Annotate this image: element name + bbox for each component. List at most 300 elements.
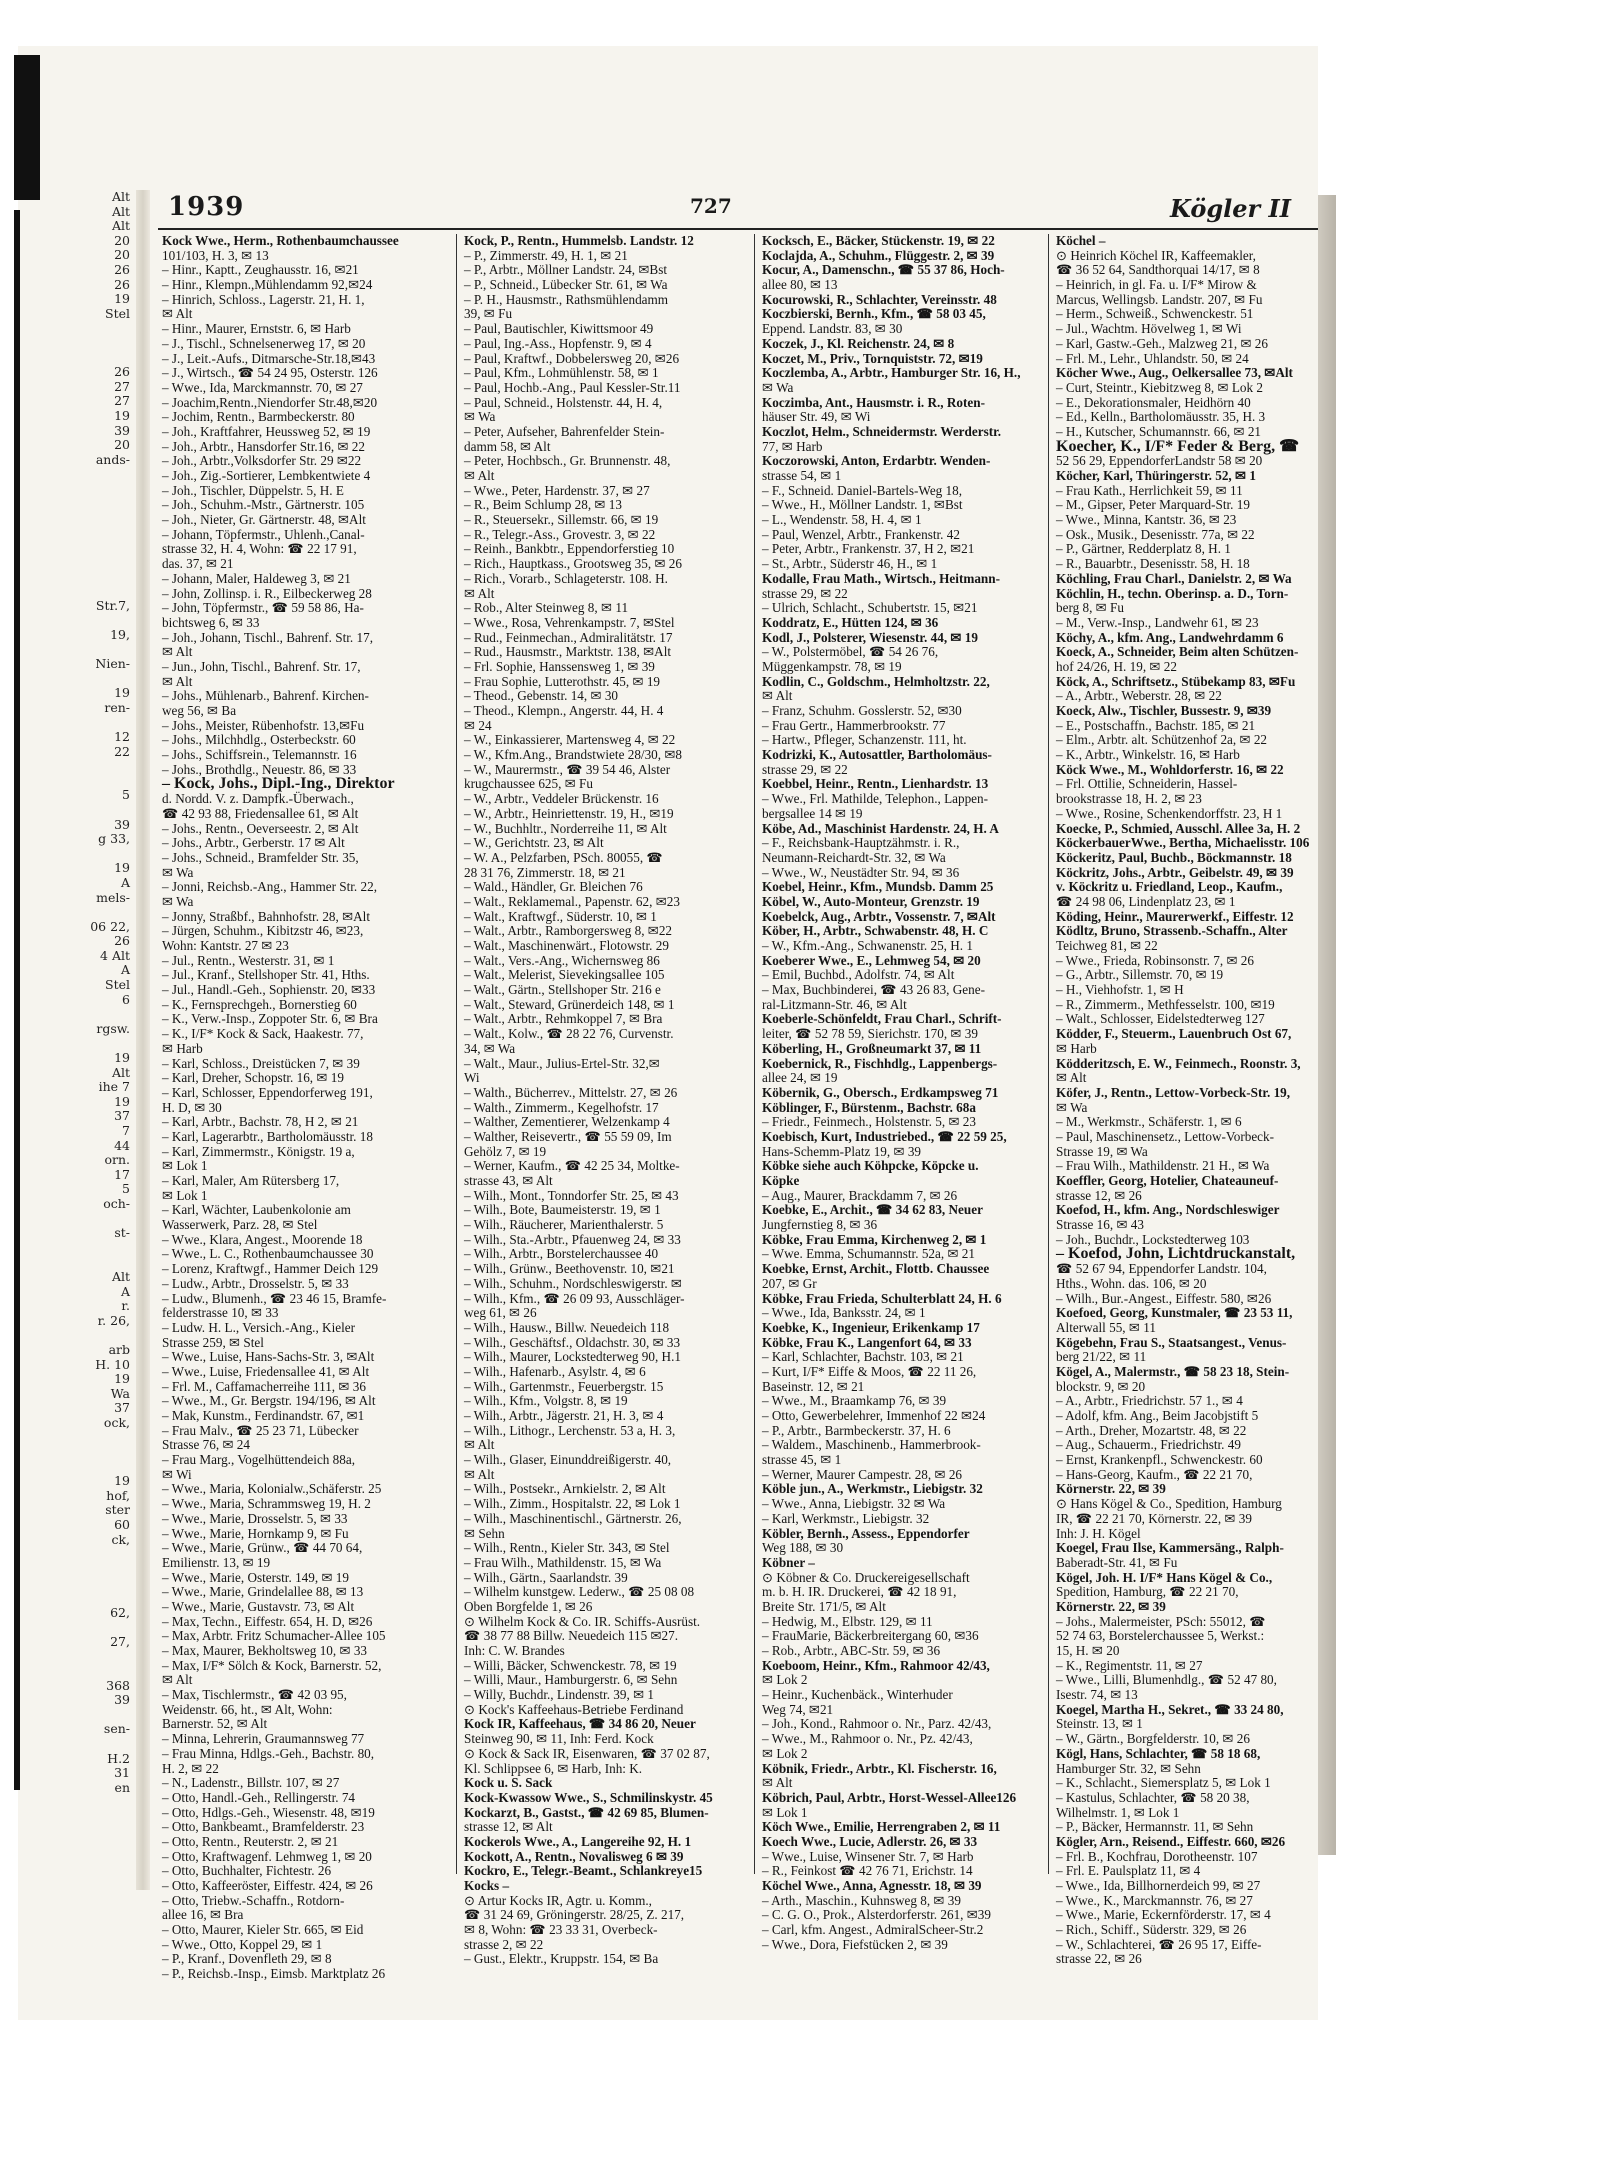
directory-entry-line: – Karl, Maler, Am Rütersberg 17, bbox=[162, 1173, 340, 1188]
directory-entry-line: – Hinr., Maurer, Ernststr. 6, ✉ Harb bbox=[162, 321, 351, 337]
directory-entry-line: – C. G. O., Prok., Alsterdorferstr. 261, ✉39 bbox=[762, 1907, 991, 1923]
directory-entry-line: – Otto, Bankbeamt., Bramfelderstr. 23 bbox=[162, 1819, 365, 1835]
prev-page-line: Stel bbox=[105, 977, 130, 993]
directory-entry-line: Köbnik, Friedr., Arbtr., Kl. Fischerstr. 16, bbox=[762, 1760, 997, 1776]
directory-entry-line: – Wwe., K., Marckmannstr. 76, ✉ 27 bbox=[1056, 1892, 1253, 1908]
header-page-number: 727 bbox=[690, 194, 732, 218]
directory-entry-line: Kockott, A., Rentn., Novalisweg 6 ✉ 39 bbox=[464, 1848, 684, 1864]
directory-entry-line: – Wwe., Dora, Fiefstücken 2, ✉ 39 bbox=[762, 1936, 948, 1952]
directory-entry-line: krugchaussee 625, ✉ Fu bbox=[464, 776, 593, 792]
directory-entry-line: Koebke, Ernst, Archit., Flottb. Chaussee bbox=[762, 1261, 990, 1277]
prev-page-line bbox=[26, 1007, 136, 1022]
directory-entry-line: Kock, P., Rentn., Hummelsb. Landstr. 12 bbox=[464, 233, 694, 248]
prev-page-line bbox=[26, 1737, 136, 1752]
directory-entry-line: – Rich., Schiff., Süderstr. 329, ✉ 26 bbox=[1056, 1922, 1247, 1938]
directory-entry-line: Spedition, Hamburg, ☎ 22 21 70, bbox=[1056, 1584, 1239, 1600]
prev-page-line: 4 Alt bbox=[100, 947, 130, 963]
directory-entry-line: Koczlot, Helm., Schneidermstr. Werderstr. bbox=[762, 423, 1002, 439]
directory-entry-line: Köckritz, Johs., Arbtr., Geibelstr. 49, ✉ 39 bbox=[1056, 864, 1294, 880]
directory-entry-line: Köchel – bbox=[1056, 233, 1106, 248]
directory-entry-line: – Wilh., Geschäftsf., Oldachstr. 30, ✉ 33 bbox=[464, 1334, 681, 1350]
directory-entry-line: – Wwe., Marie, Eckernförderstr. 17, ✉ 4 bbox=[1056, 1907, 1271, 1923]
directory-entry-line: ☎ 52 67 94, Eppendorfer Landstr. 104, bbox=[1056, 1261, 1267, 1277]
directory-entry-line: – Hedwig, M., Elbstr. 129, ✉ 11 bbox=[762, 1613, 933, 1629]
directory-entry-line: Köck Wwe., M., Wohldorferstr. 16, ✉ 22 bbox=[1056, 761, 1284, 777]
prev-page-line: Alt bbox=[111, 1064, 130, 1080]
directory-entry-line: ✉ Harb bbox=[162, 1040, 203, 1056]
prev-page-line: 26 bbox=[114, 364, 130, 380]
directory-entry-line: – P., Reichsb.-Insp., Eimsb. Marktplatz 26 bbox=[162, 1966, 386, 1982]
directory-entry-line: – W., Kfm.-Ang., Schwanenstr. 25, H. 1 bbox=[762, 938, 973, 953]
directory-entry-line: Wilhelmstr. 1, ✉ Lok 1 bbox=[1056, 1804, 1180, 1820]
prev-page-line: och- bbox=[103, 1195, 130, 1211]
directory-entry-line: Köcher, Karl, Thüringerstr. 52, ✉ 1 bbox=[1056, 468, 1256, 483]
directory-entry-line: – Joh., Schuhm.-Mstr., Gärtnerstr. 105 bbox=[162, 497, 365, 513]
directory-entry-line: – John, Töpfermstr., ☎ 59 58 86, Ha- bbox=[162, 600, 364, 616]
directory-entry-line: Köding, Heinr., Maurerwerkf., Eiffestr. 12 bbox=[1056, 908, 1294, 924]
prev-page-line: 6 bbox=[122, 991, 130, 1007]
directory-entry-line: Strasse 16, ✉ 43 bbox=[1056, 1217, 1144, 1233]
directory-entry-line: – Wilh., Mont., Tonndorfer Str. 25, ✉ 43 bbox=[464, 1187, 679, 1203]
directory-entry-line: – Joh., Zig.-Sortierer, Lembkentwiete 4 bbox=[162, 468, 371, 483]
prev-page-line: Stel bbox=[105, 305, 130, 321]
directory-entry-line: – Walt., Vers.-Ang., Wichernsweg 86 bbox=[464, 952, 660, 968]
directory-entry-line: – Ed., Kelln., Bartholomäusstr. 35, H. 3 bbox=[1056, 409, 1266, 425]
column-divider bbox=[456, 234, 457, 1874]
prev-page-line: 20 bbox=[114, 437, 130, 453]
directory-entry-line: – R., Steuersekr., Sillemstr. 66, ✉ 19 bbox=[464, 512, 659, 528]
directory-entry-line: Hans-Schemm-Platz 19, ✉ 39 bbox=[762, 1143, 922, 1159]
prev-page-line bbox=[26, 467, 136, 482]
directory-entry-line: – L., Wendenstr. 58, H. 4, ✉ 1 bbox=[762, 512, 922, 528]
prev-page-line bbox=[26, 1212, 136, 1227]
prev-page-line bbox=[26, 1241, 136, 1256]
directory-entry-line: Köbler, Bernh., Assess., Eppendorfer bbox=[762, 1525, 970, 1541]
directory-entry-line: – Wilh., Gartenmstr., Feuerbergstr. 15 bbox=[464, 1378, 664, 1394]
directory-entry-line: – Walther, Zementierer, Welzenkamp 4 bbox=[464, 1114, 670, 1130]
directory-entry-line: Baberadt-Str. 41, ✉ Fu bbox=[1056, 1554, 1178, 1570]
directory-entry-line: bergsallee 14 ✉ 19 bbox=[762, 805, 863, 821]
directory-entry-line: H. D, ✉ 30 bbox=[162, 1099, 222, 1115]
prev-page-line: orn. bbox=[104, 1152, 130, 1168]
directory-entry-line: – E., Dekorationsmaler, Heidhörn 40 bbox=[1056, 394, 1251, 410]
directory-entry-line: Koegel, Martha H., Sekret., ☎ 33 24 80, bbox=[1056, 1701, 1284, 1717]
directory-entry-line: Kodlin, C., Goldschm., Helmholtzstr. 22, bbox=[762, 673, 990, 689]
directory-entry-line: ✉ Wi bbox=[162, 1466, 192, 1482]
directory-entry-line: Kock u. S. Sack bbox=[464, 1775, 553, 1791]
directory-entry-line: – St., Arbtr., Süderstr 46, H., ✉ 1 bbox=[762, 556, 938, 572]
directory-entry-line: ☎ 24 98 06, Lindenplatz 23, ✉ 1 bbox=[1056, 893, 1236, 909]
directory-entry-line: – Karl, Lagerarbtr., Bartholomäusstr. 18 bbox=[162, 1128, 373, 1144]
directory-entry-line: – Peter, Arbtr., Frankenstr. 37, H 2, ✉21 bbox=[762, 541, 975, 557]
directory-entry-line: – W., Gerichtstr. 23, ✉ Alt bbox=[464, 835, 604, 851]
directory-entry-line: ✉ 8, Wohn: ☎ 23 33 31, Overbeck- bbox=[464, 1922, 658, 1938]
directory-entry-line: KöckerbauerWwe., Bertha, Michaelisstr. 106 bbox=[1056, 835, 1310, 851]
directory-entry-line: – Wilh., Räucherer, Marienthalerstr. 5 bbox=[464, 1217, 664, 1233]
directory-entry-line: – E., Postschaffn., Bachstr. 185, ✉ 21 bbox=[1056, 717, 1256, 733]
directory-entry-line: brookstrasse 18, H. 2, ✉ 23 bbox=[1056, 791, 1202, 807]
directory-entry-line: – Jul., Kranf., Stellshoper Str. 41, Hths. bbox=[162, 967, 370, 983]
directory-entry-line: – Frl. B., Kochfrau, Dorotheenstr. 107 bbox=[1056, 1848, 1258, 1864]
directory-entry-line: Köck, A., Schriftsetz., Stübekamp 83, ✉Fu bbox=[1056, 673, 1296, 689]
directory-entry-line: – Willy, Buchdr., Lindenstr. 39, ✉ 1 bbox=[464, 1687, 655, 1703]
directory-entry-line: Koech Wwe., Lucie, Adlerstr. 26, ✉ 33 bbox=[762, 1833, 978, 1849]
directory-entry-line: Teichweg 81, ✉ 22 bbox=[1056, 938, 1158, 953]
prev-page-line bbox=[26, 1576, 136, 1591]
directory-entry-line: Neumann-Reichardt-Str. 32, ✉ Wa bbox=[762, 849, 946, 865]
directory-entry-line: Eppend. Landstr. 83, ✉ 30 bbox=[762, 321, 903, 337]
directory-entry-line: Oben Borgfelde 1, ✉ 26 bbox=[464, 1598, 593, 1614]
directory-entry-line: Barnerstr. 52, ✉ Alt bbox=[162, 1716, 268, 1732]
prev-page-line: A bbox=[120, 1283, 130, 1299]
directory-entry-line: Marcus, Wellingsb. Landstr. 207, ✉ Fu bbox=[1056, 291, 1263, 307]
directory-entry-line: – Jul., Handl.-Geh., Sophienstr. 20, ✉33 bbox=[162, 982, 376, 998]
directory-entry-line: – Otto, Handl.-Geh., Rellingerstr. 74 bbox=[162, 1789, 356, 1805]
directory-entry-line: – K., Fernsprechgeh., Bornerstieg 60 bbox=[162, 996, 357, 1012]
directory-entry-line: Köbernik, G., Obersch., Erdkampsweg 71 bbox=[762, 1084, 999, 1100]
directory-entry-line: – W., Maurermstr., ☎ 39 54 46, Alster bbox=[464, 761, 671, 777]
directory-entry-line: – Johann, Maler, Haldeweg 3, ✉ 21 bbox=[162, 570, 351, 586]
directory-entry-line: Inh: J. H. Kögel bbox=[1056, 1525, 1141, 1541]
directory-entry-line: – P., Arbtr., Möllner Landstr. 24, ✉Bst bbox=[464, 262, 668, 278]
directory-entry-line: Kock IR, Kaffeehaus, ☎ 34 86 20, Neuer bbox=[464, 1716, 696, 1732]
directory-entry-line: Jungfernstieg 8, ✉ 36 bbox=[762, 1217, 878, 1233]
directory-entry-line: – Frau Malv., ☎ 25 23 71, Lübecker bbox=[162, 1422, 359, 1438]
prev-page-line: 19 bbox=[114, 1093, 130, 1109]
directory-entry-line: ⊙ Kock's Kaffeehaus-Betriebe Ferdinand bbox=[464, 1701, 684, 1717]
directory-entry-line: – K., Arbtr., Winkelstr. 16, ✉ Harb bbox=[1056, 747, 1240, 763]
directory-entry-line: – Jonni, Reichsb.-Ang., Hammer Str. 22, bbox=[162, 879, 378, 895]
directory-entry-line: 39, ✉ Fu bbox=[464, 306, 513, 322]
prev-page-line: 5 bbox=[122, 787, 130, 803]
directory-entry-line: damm 58, ✉ Alt bbox=[464, 438, 551, 454]
prev-page-line: 19 bbox=[114, 407, 130, 423]
prev-page-line: 19 bbox=[114, 860, 130, 876]
directory-entry-line: – Wilh., Maschinentischl., Gärtnerstr. 26, bbox=[464, 1510, 682, 1526]
prev-page-line: 06 22, bbox=[90, 918, 130, 934]
directory-entry-line: Wi bbox=[464, 1070, 480, 1086]
directory-entry-line: Koebel, Heinr., Kfm., Mundsb. Damm 25 bbox=[762, 879, 994, 895]
directory-entry-line: Köbke siehe auch Köhpcke, Köpcke u. bbox=[762, 1158, 979, 1174]
prev-page-line bbox=[26, 1620, 136, 1635]
prev-page-line: 39 bbox=[114, 422, 130, 438]
directory-entry-line: ⊙ Hans Kögel & Co., Spedition, Hamburg bbox=[1056, 1496, 1282, 1512]
directory-entry-line: – Otto, Kaffeeröster, Eiffestr. 424, ✉ 26 bbox=[162, 1878, 373, 1893]
directory-entry-line: – Wilh., Postsekr., Arnkielstr. 2, ✉ Alt bbox=[464, 1481, 666, 1497]
directory-entry-line: – Walt., Kraftwgf., Süderstr. 10, ✉ 1 bbox=[464, 908, 657, 924]
directory-entry-line: weg 56, ✉ Ba bbox=[162, 703, 237, 718]
directory-entry-line: m. b. H. IR. Druckerei, ☎ 42 18 91, bbox=[762, 1584, 957, 1600]
directory-entry-line: – Joh., Kraftfahrer, Heussweg 52, ✉ 19 bbox=[162, 423, 371, 439]
directory-entry-line: H. 2, ✉ 22 bbox=[162, 1760, 219, 1776]
directory-entry-line: ✉ Alt bbox=[762, 688, 793, 704]
prev-page-line: 17 bbox=[114, 1166, 130, 1182]
prev-page-line: Alt bbox=[111, 203, 130, 219]
directory-entry-line: ✉ Sehn bbox=[464, 1525, 505, 1541]
directory-entry-line: Inh: C. W. Brandes bbox=[464, 1643, 565, 1658]
directory-entry-line: Kl. Schlippsee 6, ✉ Harb, Inh: K. bbox=[464, 1760, 643, 1776]
directory-entry-line: – Walt., Kolw., ☎ 28 22 76, Curvenstr. bbox=[464, 1026, 674, 1042]
prev-page-line: ster bbox=[105, 1502, 130, 1518]
prev-page-line: 19 bbox=[114, 1050, 130, 1066]
directory-entry-line: – Hinrich, Schloss., Lagerstr. 21, H. 1, bbox=[162, 291, 365, 307]
scan-dark-corner bbox=[14, 55, 40, 200]
directory-entry-line: – Jonny, Straßbf., Bahnhofstr. 28, ✉Alt bbox=[162, 908, 370, 924]
directory-entry-line: – Wwe. Emma, Schumannstr. 52a, ✉ 21 bbox=[762, 1246, 975, 1262]
directory-entry-line: 52 74 63, Borstelerchaussee 5, Werkst.: bbox=[1056, 1628, 1265, 1644]
directory-entry-line: Müggenkampstr. 78, ✉ 19 bbox=[762, 658, 902, 674]
prev-page-line bbox=[26, 1328, 136, 1343]
directory-entry-line: – P., Schneid., Lübecker Str. 61, ✉ Wa bbox=[464, 277, 668, 293]
prev-page-line: 27 bbox=[114, 393, 130, 409]
directory-entry-line: Köbe, Ad., Maschinist Hardenstr. 24, H. A bbox=[762, 820, 999, 836]
directory-entry-line: – Wwe., M., Rahmoor o. Nr., Pz. 42/43, bbox=[762, 1731, 973, 1747]
directory-entry-line: 34, ✉ Wa bbox=[464, 1040, 516, 1056]
directory-entry-line: ⊙ Kock & Sack IR, Eisenwaren, ☎ 37 02 87, bbox=[464, 1745, 710, 1761]
directory-entry-line: – W., Buchhltr., Norderreihe 11, ✉ Alt bbox=[464, 820, 667, 836]
directory-entry-line: – Walt., Maschinenwärt., Flotowstr. 29 bbox=[464, 938, 669, 953]
directory-entry-line: – Wwe., Lilli, Blumenhdlg., ☎ 52 47 80, bbox=[1056, 1672, 1277, 1688]
directory-entry-line: ⊙ Heinrich Köchel IR, Kaffeemakler, bbox=[1056, 247, 1256, 263]
directory-entry-line: – Walt., Reklamemal., Papenstr. 62, ✉23 bbox=[464, 893, 680, 909]
directory-entry-line: Köfer, J., Rentn., Lettow-Vorbeck-Str. 19, bbox=[1056, 1084, 1291, 1100]
prev-page-line bbox=[26, 1036, 136, 1051]
prev-page-line: 26 bbox=[114, 276, 130, 292]
directory-entry-line: – Karl, Arbtr., Bachstr. 78, H 2, ✉ 21 bbox=[162, 1114, 359, 1130]
prev-page-line: 19 bbox=[114, 291, 130, 307]
directory-entry-line: – Waldem., Maschinenb., Hammerbrook- bbox=[762, 1437, 981, 1453]
directory-entry-line: Kögl, Hans, Schlachter, ☎ 58 18 68, bbox=[1056, 1745, 1261, 1761]
directory-entry-line: ✉ Alt bbox=[162, 1672, 193, 1688]
directory-entry-line: – Wwe., Marie, Drosselstr. 5, ✉ 33 bbox=[162, 1510, 348, 1526]
header-running-head: Kögler II bbox=[1170, 194, 1291, 223]
directory-entry-line: – A., Arbtr., Weberstr. 28, ✉ 22 bbox=[1056, 688, 1222, 704]
directory-entry-line: – Walther, Reisevertr., ☎ 55 59 09, Im bbox=[464, 1128, 672, 1144]
prev-page-line bbox=[26, 642, 136, 657]
prev-page-line bbox=[26, 336, 136, 351]
directory-entry-line: – Wilh., Hausw., Billw. Neuedeich 118 bbox=[464, 1319, 670, 1335]
directory-entry-line: – Aug., Schauerm., Friedrichstr. 49 bbox=[1056, 1437, 1241, 1453]
directory-entry-line: – Wwe., Marie, Gustavstr. 73, ✉ Alt bbox=[162, 1598, 355, 1614]
directory-entry-line: – Wilh., Hafenarb., Asylstr. 4, ✉ 6 bbox=[464, 1363, 646, 1379]
directory-entry-line: – Curt, Steintr., Kiebitzweg 8, ✉ Lok 2 bbox=[1056, 379, 1264, 395]
directory-entry-line: strasse 43, ✉ Alt bbox=[464, 1173, 553, 1188]
directory-entry-line: Koddratz, E., Hütten 124, ✉ 36 bbox=[762, 614, 939, 630]
directory-entry-line: – Lorenz, Kraftwgf., Hammer Deich 129 bbox=[162, 1261, 379, 1277]
prev-page-line: ihe 7 bbox=[98, 1079, 130, 1095]
directory-entry-line: Kodrizki, K., Autosattler, Bartholomäus- bbox=[762, 747, 992, 763]
directory-entry-line: weg 61, ✉ 26 bbox=[464, 1305, 537, 1321]
directory-entry-line: Koczet, M., Priv., Tornquiststr. 72, ✉19 bbox=[762, 350, 983, 366]
prev-page-line bbox=[26, 759, 136, 774]
directory-entry-line: Kockarzt, B., Gastst., ☎ 42 69 85, Blumen- bbox=[464, 1804, 709, 1820]
directory-entry-line: Emilienstr. 13, ✉ 19 bbox=[162, 1554, 271, 1570]
directory-entry-line: – Wwe., Ida, Billhornerdeich 99, ✉ 27 bbox=[1056, 1878, 1261, 1893]
directory-entry-line: – Wwe., M., Gr. Bergstr. 194/196, ✉ Alt bbox=[162, 1393, 376, 1409]
directory-entry-line: 101/103, H. 3, ✉ 13 bbox=[162, 247, 269, 263]
directory-entry-line: – P. H., Hausmstr., Rathsmühlendamm bbox=[464, 291, 669, 307]
directory-entry-line: – G., Arbtr., Sillemstr. 70, ✉ 19 bbox=[1056, 967, 1224, 983]
directory-entry-line: strasse 32, H. 4, Wohn: ☎ 22 17 91, bbox=[162, 541, 357, 557]
directory-entry-line: Baseinstr. 12, ✉ 21 bbox=[762, 1378, 865, 1394]
prev-page-line bbox=[26, 613, 136, 628]
directory-entry-line: häuser Str. 49, ✉ Wi bbox=[762, 409, 871, 425]
directory-entry-line: – Hans-Georg, Kaufm., ☎ 22 21 70, bbox=[1056, 1466, 1253, 1482]
prev-page-line: ands- bbox=[95, 451, 130, 467]
prev-page-line bbox=[26, 1460, 136, 1475]
directory-entry-line: – Karl, Wächter, Laubenkolonie am bbox=[162, 1202, 351, 1218]
prev-page-line: Alt bbox=[111, 189, 130, 204]
directory-entry-line: – W., Arbtr., Veddeler Brückenstr. 16 bbox=[464, 791, 659, 807]
directory-entry-line: – Johs., Meister, Rübenhofstr. 13,✉Fu bbox=[162, 717, 365, 733]
directory-entry-line: – Theod., Gebenstr. 14, ✉ 30 bbox=[464, 688, 619, 704]
directory-entry-line: – K., Regimentstr. 11, ✉ 27 bbox=[1056, 1657, 1203, 1673]
directory-entry-line: Koebernick, R., Fischhdlg., Lappenbergs- bbox=[762, 1055, 998, 1071]
directory-entry-line: – Walth., Bücherrev., Mittelstr. 27, ✉ 26 bbox=[464, 1084, 678, 1100]
directory-entry-line: ✉ Wa bbox=[162, 893, 194, 909]
directory-entry-line: – Ludw., Arbtr., Drosselstr. 5, ✉ 33 bbox=[162, 1275, 349, 1291]
directory-entry-line: – Frl. Sophie, Hanssensweg 1, ✉ 39 bbox=[464, 658, 655, 674]
directory-entry-line: Koefoed, Georg, Kunstmaler, ☎ 23 53 11, bbox=[1056, 1305, 1293, 1321]
prev-page-line bbox=[26, 1255, 136, 1270]
directory-entry-line: Köchlin, H., techn. Oberinsp. a. D., Torn- bbox=[1056, 585, 1289, 601]
prev-page-line bbox=[26, 569, 136, 584]
directory-entry-line: strasse 29, ✉ 22 bbox=[762, 761, 848, 777]
prev-page-line: hof, bbox=[106, 1487, 130, 1503]
directory-entry-line: – Walt., Melerist, Sievekingsallee 105 bbox=[464, 967, 665, 983]
directory-entry-line: Köber, H., Arbtr., Schwabenstr. 48, H. C bbox=[762, 923, 989, 939]
directory-entry-line: – Otto, Hdlgs.-Geh., Wiesenstr. 48, ✉19 bbox=[162, 1804, 375, 1820]
directory-entry-line: – Heinr., Kuchenbäck., Winterhuder bbox=[762, 1687, 953, 1703]
directory-entry-line: ✉ Alt bbox=[162, 644, 193, 660]
directory-entry-line: ✉ Alt bbox=[162, 306, 193, 322]
directory-entry-line: – Emil, Buchbd., Adolfstr. 74, ✉ Alt bbox=[762, 967, 955, 983]
directory-entry-line: – Rud., Hausmstr., Marktstr. 138, ✉Alt bbox=[464, 644, 672, 660]
directory-entry-line: – Johs., Schneid., Bramfelder Str. 35, bbox=[162, 849, 359, 865]
directory-entry-line: – Rob., Arbtr., ABC-Str. 59, ✉ 36 bbox=[762, 1643, 941, 1658]
directory-entry-line: – Wwe., W., Neustädter Str. 94, ✉ 36 bbox=[762, 864, 960, 880]
directory-column-3 bbox=[762, 233, 1052, 1952]
directory-entry-line: – Wwe., Luise, Winsener Str. 7, ✉ Harb bbox=[762, 1848, 974, 1864]
directory-entry-line: – Mak, Kunstm., Ferdinandstr. 67, ✉1 bbox=[162, 1408, 365, 1423]
directory-entry-line: Köckeritz, Paul, Buchb., Böckmannstr. 18 bbox=[1056, 849, 1292, 865]
directory-entry-line: – M., Verw.-Insp., Landwehr 61, ✉ 23 bbox=[1056, 614, 1259, 630]
directory-entry-line: – Werner, Kaufm., ☎ 42 25 34, Moltke- bbox=[464, 1158, 680, 1174]
directory-entry-line: – Kock, Johs., Dipl.-Ing., Direktor bbox=[162, 775, 395, 793]
prev-page-line bbox=[26, 672, 136, 687]
prev-page-line: ren- bbox=[104, 699, 130, 715]
prev-page-line: 31 bbox=[114, 1765, 130, 1781]
directory-entry-line: ✉ Wa bbox=[464, 409, 496, 425]
prev-page-line bbox=[26, 1649, 136, 1664]
directory-entry-line: ☎ 31 24 69, Gröningerstr. 28/25, Z. 217, bbox=[464, 1907, 685, 1923]
directory-entry-line: – Walt., Maur., Julius-Ertel-Str. 32,✉ bbox=[464, 1055, 660, 1071]
directory-entry-line: – Hinr., Klempn.,Mühlendamm 92,✉24 bbox=[162, 277, 373, 293]
directory-entry-line: – Johs., Mühlenarb., Bahrenf. Kirchen- bbox=[162, 688, 369, 704]
column-divider bbox=[1048, 234, 1049, 1874]
directory-entry-line: Breite Str. 171/5, ✉ Alt bbox=[762, 1598, 886, 1614]
directory-entry-line: Kodl, J., Polsterer, Wiesenstr. 44, ✉ 19 bbox=[762, 629, 978, 645]
directory-entry-line: – Wilhelm kunstgew. Lederw., ☎ 25 08 08 bbox=[464, 1584, 695, 1600]
directory-entry-line: – Karl, Zimmermstr., Königstr. 19 a, bbox=[162, 1143, 355, 1159]
directory-entry-line: – Joh., Arbtr.,Volksdorfer Str. 29 ✉22 bbox=[162, 453, 362, 469]
directory-entry-line: ⊙ Wilhelm Kock & Co. IR. Schiffs-Ausrüst. bbox=[464, 1613, 701, 1629]
directory-entry-line: strasse 54, ✉ 1 bbox=[762, 468, 842, 483]
directory-entry-line: Köble jun., A., Werkmstr., Liebigstr. 32 bbox=[762, 1481, 983, 1497]
directory-entry-line: Köbner – bbox=[762, 1554, 815, 1570]
directory-entry-line: Koecher, K., I/F* Feder & Berg, ☎ bbox=[1056, 437, 1299, 455]
prev-page-line bbox=[26, 351, 136, 366]
directory-entry-line: – Wwe., Otto, Koppel 29, ✉ 1 bbox=[162, 1936, 323, 1952]
directory-entry-line: 15, H. ✉ 20 bbox=[1056, 1643, 1120, 1658]
directory-entry-line: – Wilh., Arbtr., Borstelerchaussee 40 bbox=[464, 1246, 659, 1262]
directory-entry-line: allee 24, ✉ 19 bbox=[762, 1070, 838, 1086]
directory-entry-line: ✉ Alt bbox=[464, 1437, 495, 1453]
prev-page-line: 20 bbox=[114, 247, 130, 263]
directory-entry-line: – Wwe., H., Möllner Landstr. 1, ✉Bst bbox=[762, 497, 963, 513]
directory-entry-line: strasse 22, ✉ 26 bbox=[1056, 1951, 1142, 1967]
directory-entry-line: – Wwe., Rosa, Vehrenkampstr. 7, ✉Stel bbox=[464, 614, 675, 630]
prev-page-line: A bbox=[120, 962, 130, 978]
prev-page-line: r. bbox=[121, 1298, 130, 1314]
directory-entry-line: – Joh., Tischler, Düppelstr. 5, H. E bbox=[162, 482, 344, 498]
directory-column-1 bbox=[162, 233, 452, 1982]
directory-entry-line: bichtsweg 6, ✉ 33 bbox=[162, 614, 260, 630]
directory-entry-line: – P., Zimmerstr. 49, H. 1, ✉ 21 bbox=[464, 247, 628, 263]
directory-entry-line: – W., Kfm.Ang., Brandstwiete 28/30, ✉8 bbox=[464, 747, 683, 763]
directory-entry-line: – P., Bäcker, Hermannstr. 11, ✉ Sehn bbox=[1056, 1819, 1254, 1835]
directory-entry-line: – Wilh., Bur.-Angest., Eiffestr. 580, ✉26 bbox=[1056, 1290, 1272, 1306]
prev-page-line: r. 26, bbox=[97, 1312, 130, 1328]
directory-entry-line: – Paul, Maschinensetz., Lettow-Vorbeck- bbox=[1056, 1128, 1275, 1144]
directory-entry-line: d. Nordd. V. z. Dampfk.-Überwach., bbox=[162, 791, 354, 807]
directory-entry-line: Isestr. 74, ✉ 13 bbox=[1056, 1687, 1138, 1703]
directory-entry-line: – Paul, Bautischler, Kiwittsmoor 49 bbox=[464, 321, 654, 337]
directory-entry-line: – W., Arbtr., Heinriettenstr. 19, H., ✉19 bbox=[464, 805, 674, 821]
directory-entry-line: IR, ☎ 22 21 70, Körnerstr. 22, ✉ 39 bbox=[1056, 1510, 1252, 1526]
directory-entry-line: Koeck, A., Schneider, Beim alten Schützen- bbox=[1056, 644, 1299, 660]
prev-page-line: 7 bbox=[122, 1123, 130, 1138]
prev-page-line: 19, bbox=[110, 626, 130, 642]
directory-entry-line: ✉ Alt bbox=[1056, 1070, 1087, 1086]
directory-entry-line: – Otto, Rentn., Reuterstr. 2, ✉ 21 bbox=[162, 1833, 339, 1849]
directory-entry-line: – Jul., Wachtm. Hövelweg 1, ✉ Wi bbox=[1056, 321, 1242, 337]
prev-page-line bbox=[26, 774, 136, 789]
directory-entry-line: – Johs., Brothdlg., Neuestr. 86, ✉ 33 bbox=[162, 761, 357, 777]
directory-entry-line: – Walt., Steward, Grünerdeich 148, ✉ 1 bbox=[464, 996, 675, 1012]
directory-entry-line: ✉ 24 bbox=[464, 717, 492, 733]
directory-entry-line: ⊙ Artur Kocks IR, Agtr. u. Komm., bbox=[464, 1892, 652, 1908]
directory-entry-line: – Johs., Rentn., Oeverseestr. 2, ✉ Alt bbox=[162, 820, 359, 836]
directory-entry-line: ☎ 36 52 64, Sandthorquai 14/17, ✉ 8 bbox=[1056, 262, 1260, 278]
prev-page-line: en bbox=[114, 1779, 130, 1795]
directory-entry-line: – Kurt, I/F* Eiffe & Moos, ☎ 22 11 26, bbox=[762, 1363, 977, 1379]
directory-entry-line: – Rich., Vorarb., Schlageterstr. 108. H. bbox=[464, 570, 668, 586]
prev-page-line: 27 bbox=[114, 378, 130, 394]
directory-entry-line: Kocks – bbox=[464, 1878, 510, 1893]
page-edge-shadow bbox=[1318, 195, 1336, 1855]
directory-entry-line: ✉ Lok 2 bbox=[762, 1745, 808, 1761]
directory-entry-line: – Hartw., Pfleger, Schanzenstr. 111, ht. bbox=[762, 732, 967, 748]
directory-entry-line: strasse 12, ✉ 26 bbox=[1056, 1187, 1142, 1203]
directory-entry-line: Koczlemba, A., Arbtr., Hamburger Str. 16, H., bbox=[762, 365, 1021, 381]
directory-entry-line: blockstr. 9, ✉ 20 bbox=[1056, 1378, 1146, 1394]
prev-page-line: Wa bbox=[110, 1385, 130, 1401]
directory-entry-line: Koczorowski, Anton, Erdarbtr. Wenden- bbox=[762, 453, 991, 469]
directory-entry-line: Kocksch, E., Bäcker, Stückenstr. 19, ✉ 22 bbox=[762, 233, 995, 248]
directory-entry-line: v. Köckritz u. Friedland, Leop., Kaufm., bbox=[1056, 879, 1283, 895]
prev-page-line: 20 bbox=[114, 232, 130, 248]
